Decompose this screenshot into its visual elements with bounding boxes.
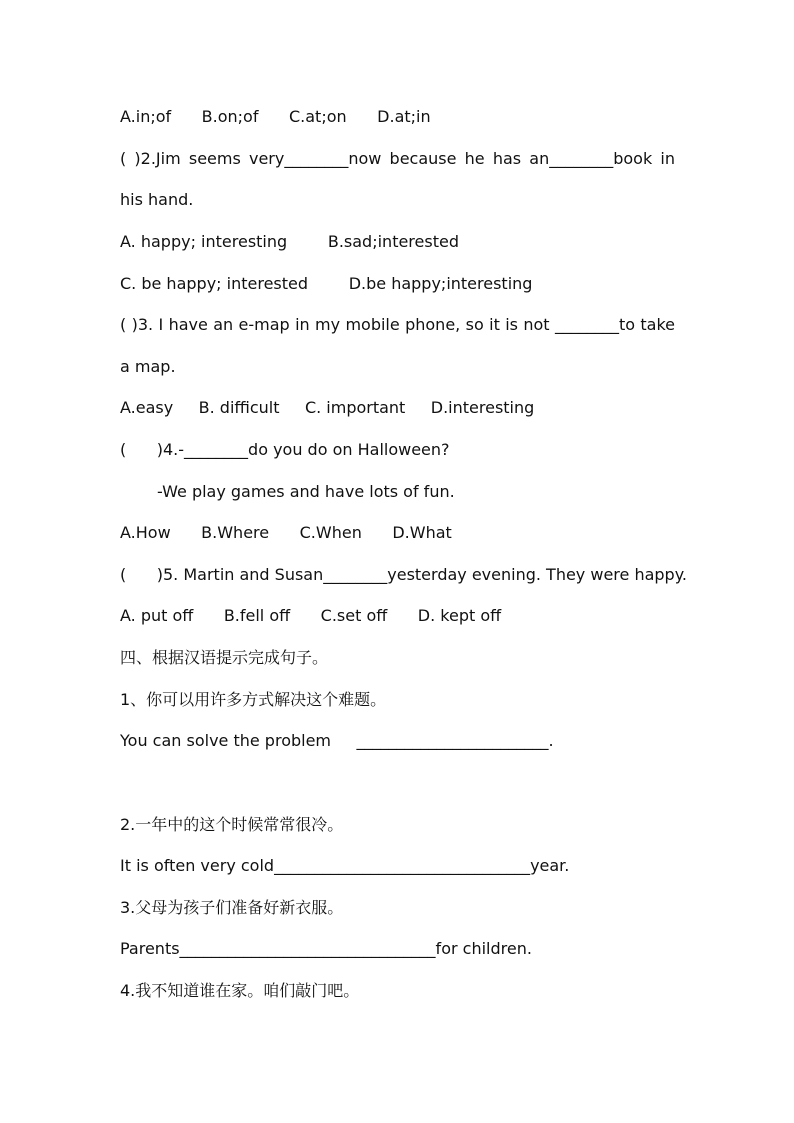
translation-4-prompt: 4.我不知道谁在家。咱们敲门吧。 xyxy=(120,981,360,1000)
q2-options-ab: A. happy; interesting B.sad;interested xyxy=(120,232,459,251)
q3-question: ( )3. I have an e-map in my mobile phone, so it is not ________to take xyxy=(120,315,675,334)
translation-1-sentence: You can solve the problem ________________________. xyxy=(120,731,554,750)
q4-dialogue-answer: -We play games and have lots of fun. xyxy=(157,482,455,501)
translation-3-sentence: Parents________________________________for children. xyxy=(120,939,532,958)
q2-question: ( )2.Jim seems very________now because he has an________book in xyxy=(120,149,675,168)
q2-question-continued: his hand. xyxy=(120,190,194,209)
q2-options-cd: C. be happy; interested D.be happy;interesting xyxy=(120,274,533,293)
q1-options: A.in;of B.on;of C.at;on D.at;in xyxy=(120,107,431,126)
section-four-heading: 四、根据汉语提示完成句子。 xyxy=(120,648,329,667)
translation-1-prompt: 1、你可以用许多方式解决这个难题。 xyxy=(120,690,387,709)
q5-question: ( )5. Martin and Susan________yesterday evening. They were happy. xyxy=(120,565,687,584)
q4-question: ( )4.-________do you do on Halloween? xyxy=(120,440,450,459)
q3-options: A.easy B. difficult C. important D.interesting xyxy=(120,398,535,417)
translation-2-prompt: 2.一年中的这个时候常常很冷。 xyxy=(120,815,344,834)
q3-question-continued: a map. xyxy=(120,357,176,376)
translation-2-sentence: It is often very cold________________________________year. xyxy=(120,856,570,875)
q5-options: A. put off B.fell off C.set off D. kept off xyxy=(120,606,502,625)
translation-3-prompt: 3.父母为孩子们准备好新衣服。 xyxy=(120,898,344,917)
q4-options: A.How B.Where C.When D.What xyxy=(120,523,452,542)
